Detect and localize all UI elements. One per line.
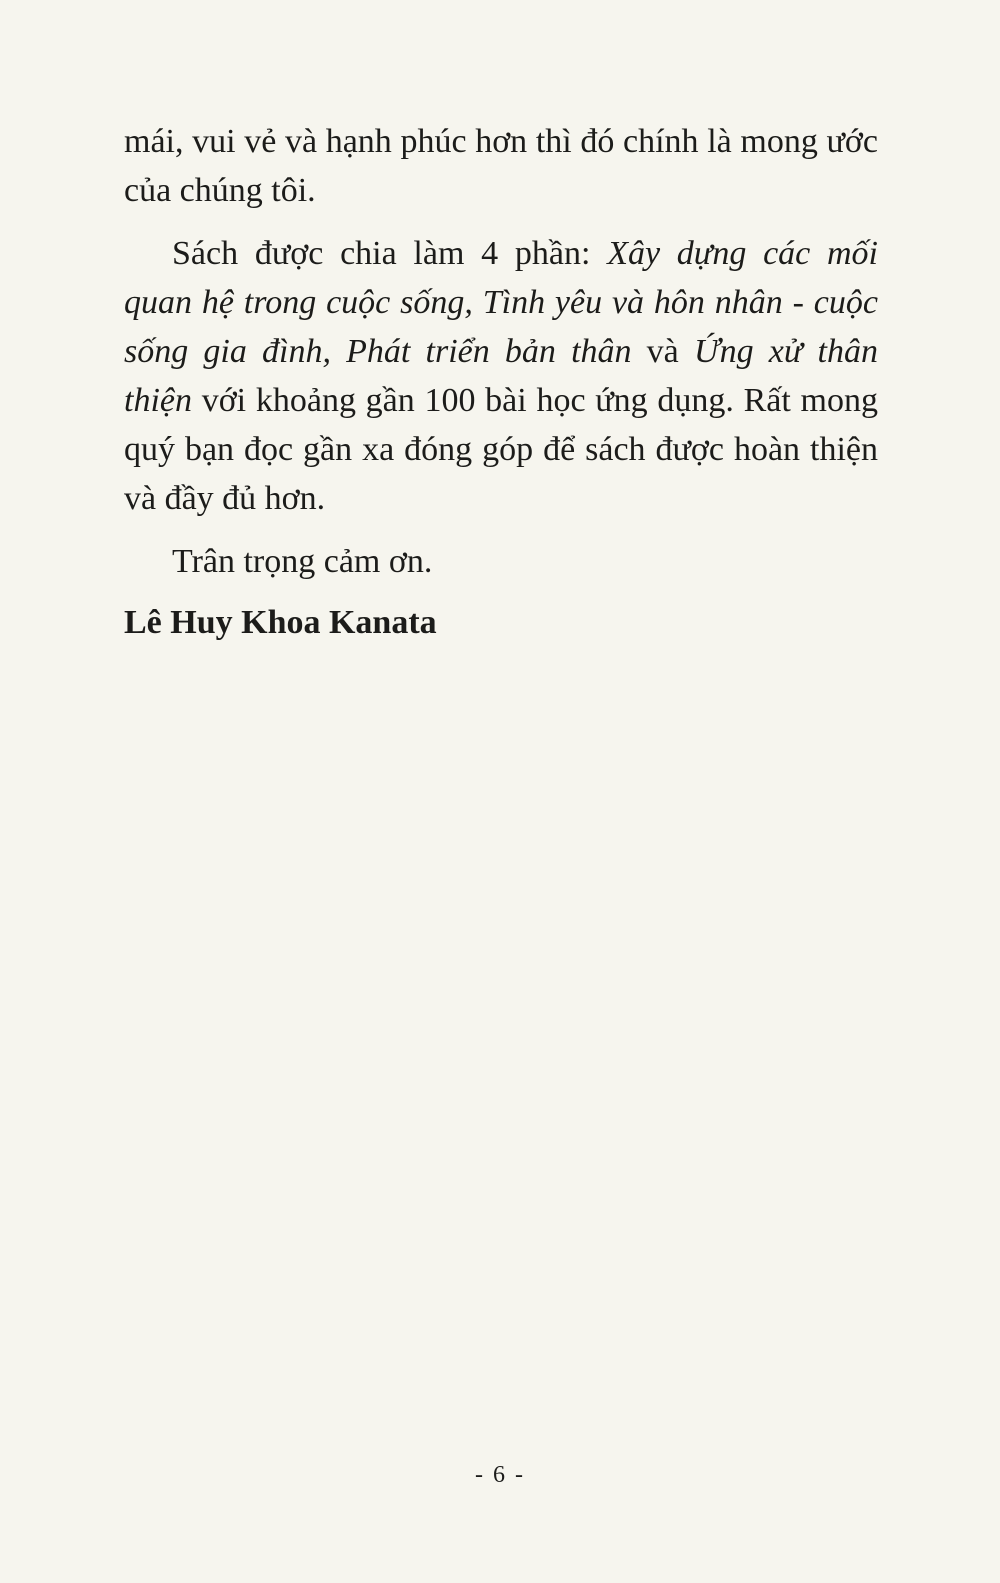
italic-part-title-last: Ứng xử thân thiện	[124, 333, 879, 419]
structure-intro-text: Sách được chia làm 4 phần:	[172, 235, 608, 272]
page-number: - 6 -	[475, 1462, 525, 1488]
author-signature: Lê Huy Khoa Kanata	[124, 604, 437, 641]
paragraph-book-structure	[124, 229, 878, 523]
italic-part-titles: Xây dựng các mối quan hệ trong cuộc sống, Tình yêu và hôn nhân - cuộc sống gia đình, Phát triển bản thân	[124, 235, 878, 370]
structure-conjunction-text: và	[631, 333, 694, 370]
paragraph-closing-line: mái, vui vẻ và hạnh phúc hơn thì đó chính là mong ước của chúng tôi.	[124, 123, 878, 209]
main-text	[124, 117, 878, 661]
structure-remaining-text: với khoảng gần 100 bài học ứng dụng. Rất mong quý bạn đọc gần xa đóng góp để sách được hoàn thiện và đầy đủ hơn.	[124, 382, 878, 517]
paragraph-thanks: Trân trọng cảm ơn.	[172, 543, 433, 580]
